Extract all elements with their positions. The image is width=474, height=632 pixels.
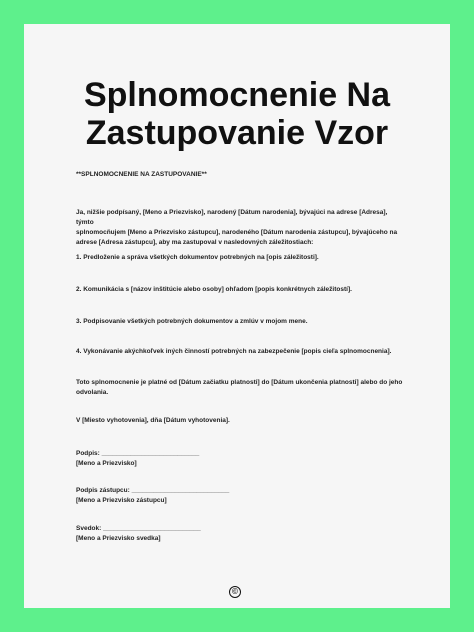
intro-paragraph — [76, 208, 406, 248]
representative-signature-block — [76, 486, 406, 506]
copyright-icon: © — [229, 586, 241, 598]
document-title — [24, 76, 450, 152]
validity-paragraph — [76, 378, 406, 398]
representative-signature-label: Podpis zástupcu: ___________________________ — [76, 487, 230, 494]
item-4: 4. Vykonávanie akýchkoľvek iných činností potrebných na zabezpečenie [popis cieľa splnomocnenia]. — [76, 348, 392, 355]
signature-name: [Meno a Priezvisko] — [76, 460, 137, 467]
place-date: V [Miesto vyhotovenia], dňa [Dátum vyhotovenia]. — [76, 417, 230, 424]
item-1: 1. Predloženie a správa všetkých dokumentov potrebných na [opis záležitosti]. — [76, 254, 319, 261]
representative-signature-name: [Meno a Priezvisko zástupcu] — [76, 497, 167, 504]
witness-block — [76, 524, 406, 544]
witness-label: Svedok: ___________________________ — [76, 525, 201, 532]
validity-line-2: odvolania. — [76, 389, 109, 396]
item-2: 2. Komunikácia s [názov inštitúcie alebo osoby] ohľadom [popis konkrétnych záležitostí]. — [76, 286, 352, 293]
validity-line-1: Toto splnomocnenie je platné od [Dátum začiatku platnosti] do [Dátum ukončenia platnosti] alebo do jeho — [76, 379, 403, 386]
signature-label: Podpis: ___________________________ — [76, 450, 200, 457]
item-3: 3. Podpisovanie všetkých potrebných dokumentov a zmlúv v mojom mene. — [76, 318, 308, 325]
signature-block — [76, 449, 406, 469]
document-page — [24, 24, 450, 608]
intro-line-2: splnomocňujem [Meno a Priezvisko zástupcu], narodeného [Dátum narodenia zástupcu], bývajúceho na — [76, 229, 398, 236]
title-line-2: Zastupovanie Vzor — [85, 114, 389, 152]
document-heading: **SPLNOMOCNENIE NA ZASTUPOVANIE** — [76, 171, 207, 178]
title-line-1: Splnomocnenie Na — [83, 76, 391, 114]
witness-name: [Meno a Priezvisko svedka] — [76, 535, 161, 542]
intro-line-1: Ja, nižšie podpísaný, [Meno a Priezvisko], narodený [Dátum narodenia], bývajúci na adrese [Adresa], týmto — [76, 209, 388, 226]
intro-line-3: adrese [Adresa zástupcu], aby ma zastupoval v nasledovných záležitostiach: — [76, 239, 314, 246]
